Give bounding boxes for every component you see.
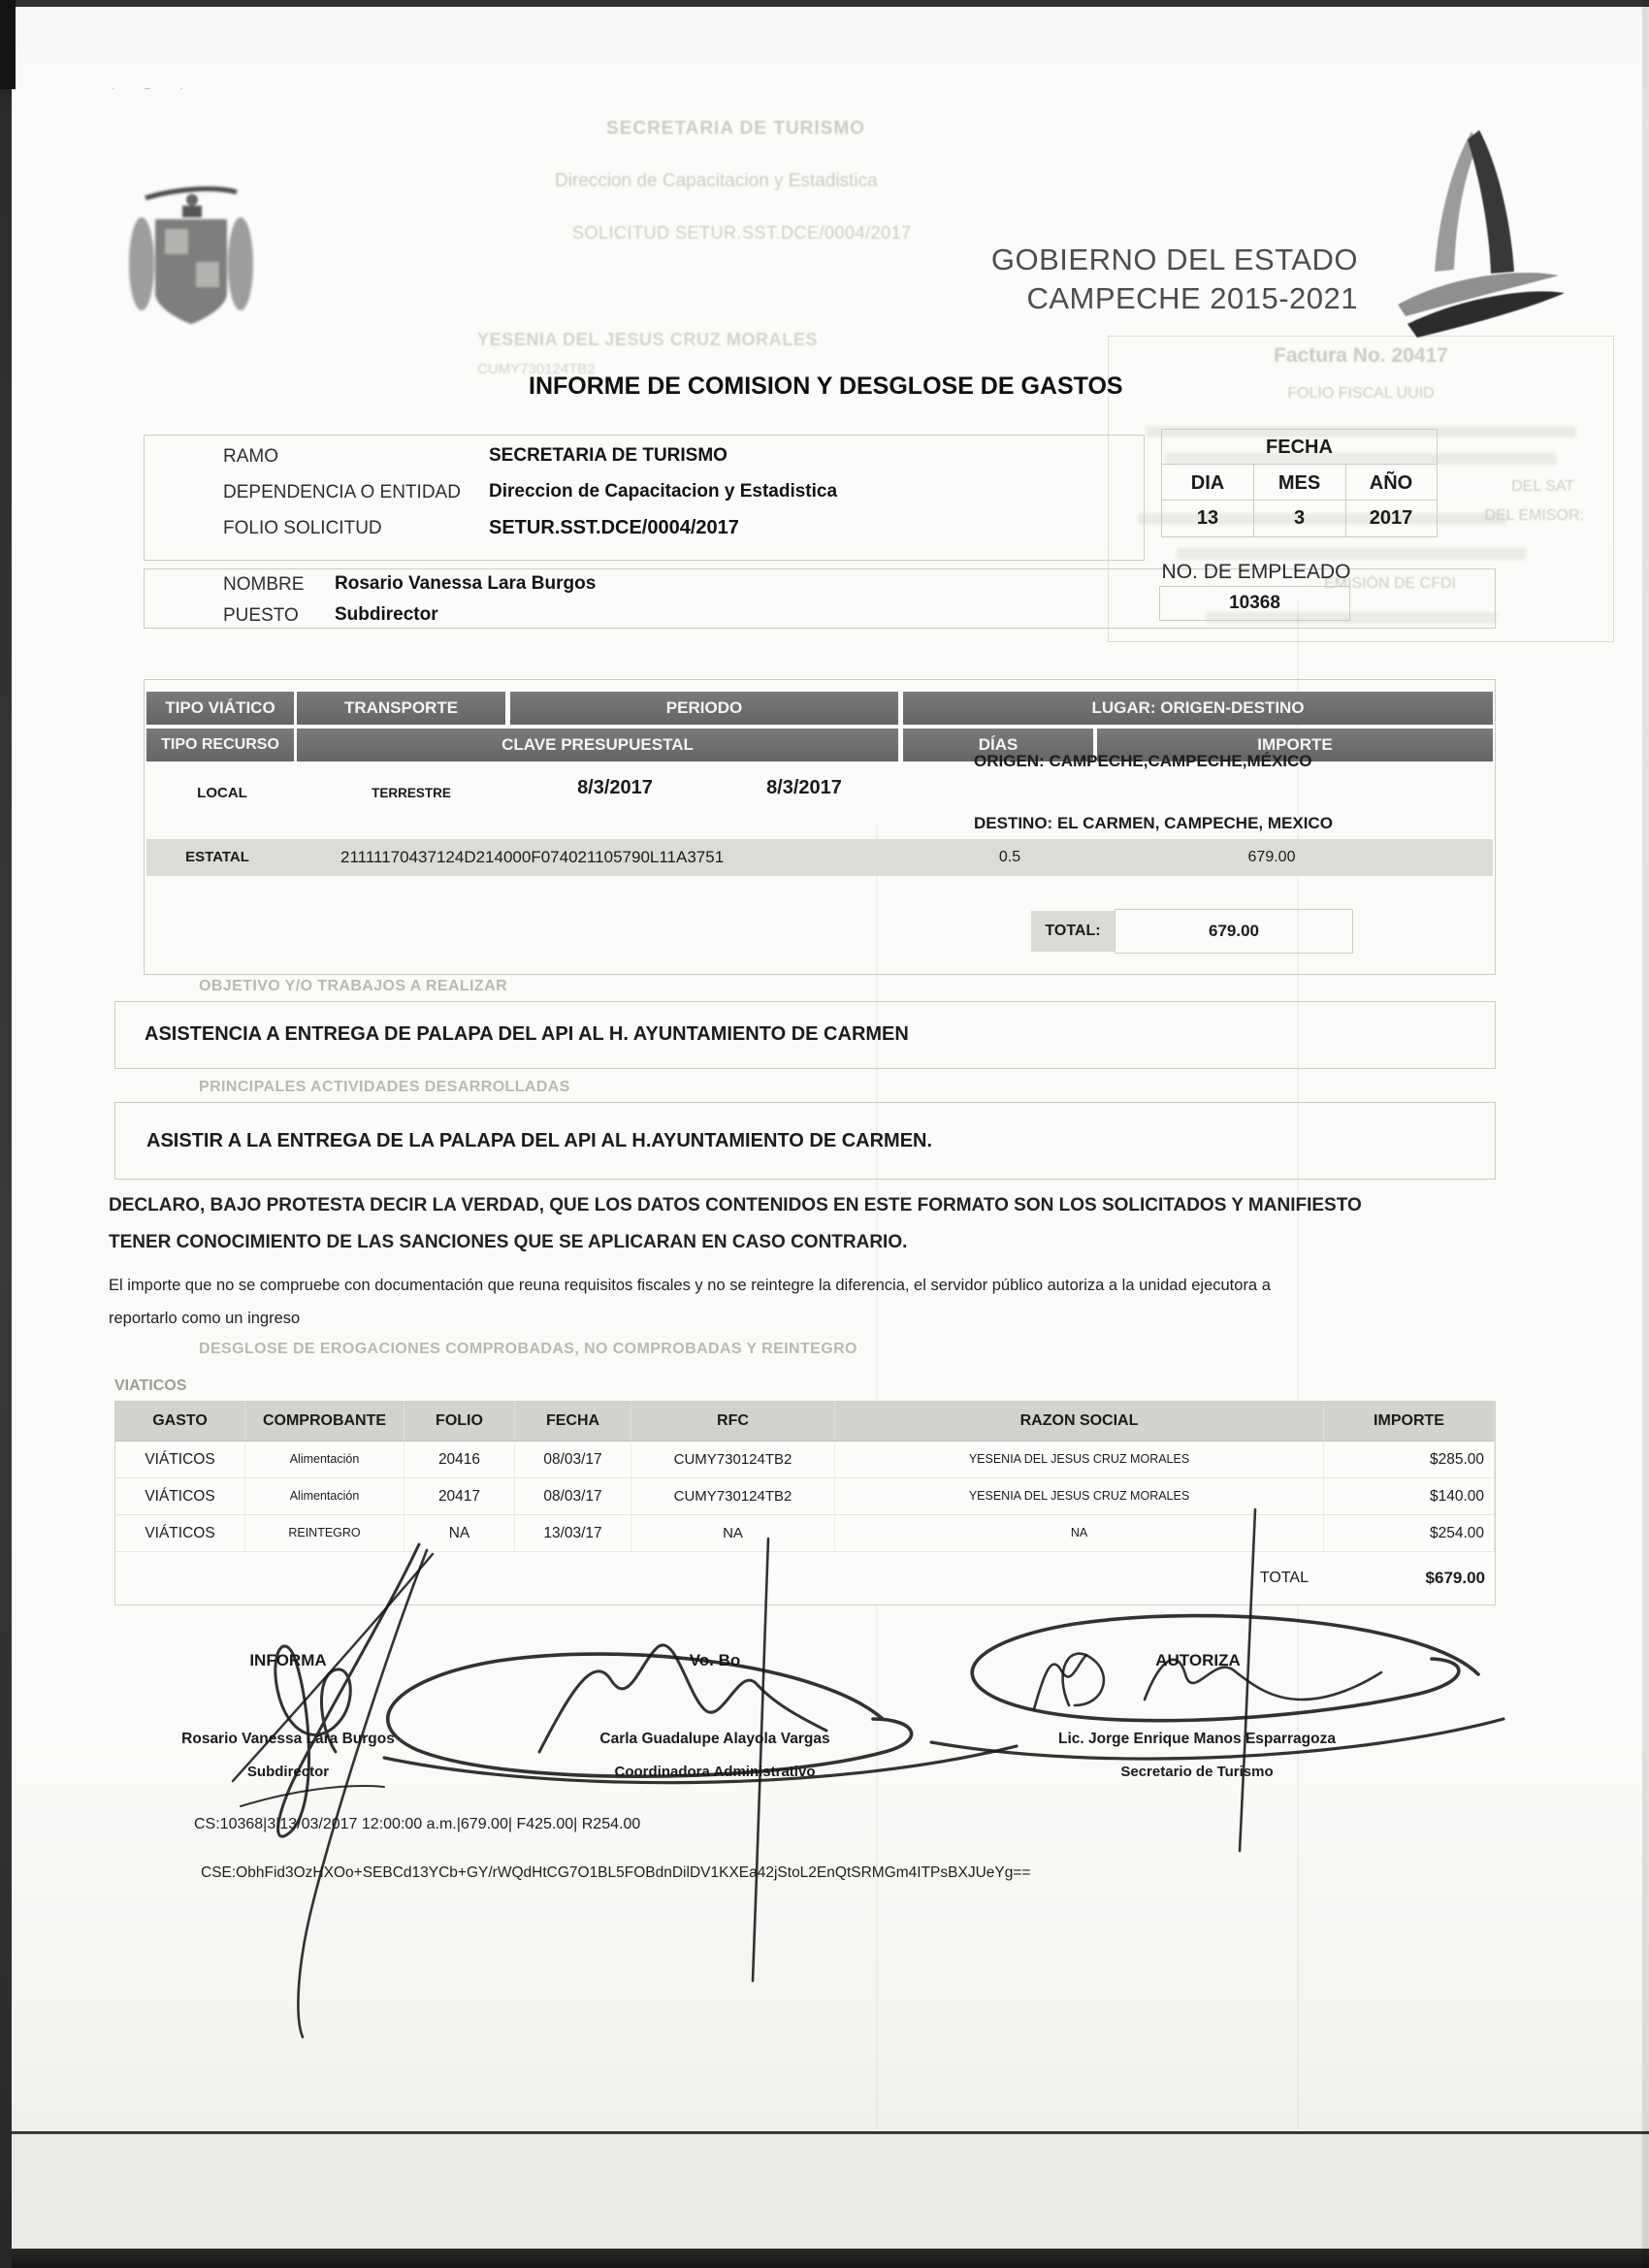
- firma-rol-autoriza: AUTORIZA: [1155, 1651, 1241, 1669]
- nombre-label: NOMBRE: [223, 574, 305, 595]
- importe-value: 679.00: [1247, 849, 1296, 865]
- cse-line: CSE:ObhFid3OzHXOo+SEBCd13YCb+GY/rWQdHtCG7O1BL5FOBdnDilDV1KXEa42jStoL2EnQtSRMGm4ITPsBXJUeYg==: [201, 1864, 1031, 1881]
- folio-solicitud-label: FOLIO SOLICITUD: [223, 518, 382, 538]
- gobierno-line2: CAMPECHE 2015-2021: [1026, 281, 1358, 315]
- table-row-cell: Alimentación: [245, 1478, 404, 1515]
- comision-table: [144, 679, 1496, 975]
- table-total-spacer: [631, 1552, 835, 1604]
- origen-value: ORIGEN: CAMPECHE,CAMPECHE,MÉXICO: [974, 752, 1312, 770]
- ghost-del-sat: DEL SAT: [1511, 478, 1574, 495]
- ramo-value: SECRETARIA DE TURISMO: [489, 445, 728, 466]
- declaracion-line2: TENER CONOCIMIENTO DE LAS SANCIONES QUE SE APLICARAN EN CASO CONTRARIO.: [109, 1232, 908, 1252]
- ghost-folio-fiscal: FOLIO FISCAL UUID: [1287, 385, 1435, 402]
- desglose-header-comprobante: COMPROBANTE: [245, 1402, 404, 1442]
- nombre-value: Rosario Vanessa Lara Burgos: [335, 573, 597, 594]
- table-row-cell: $254.00: [1324, 1515, 1495, 1552]
- objetivo-value: ASISTENCIA A ENTREGA DE PALAPA DEL API AL H. AYUNTAMIENTO DE CARMEN: [145, 1023, 909, 1045]
- ghost-text-solicitud: SOLICITUD SETUR.SST.DCE/0004/2017: [572, 223, 912, 243]
- coat-of-arms-emblem: [124, 186, 260, 332]
- clave-presupuestal-value: 21111170437124D214000F074021105790L11A3751: [340, 848, 725, 866]
- table-row-cell: CUMY730124TB2: [631, 1478, 835, 1515]
- firma-rol-informa: INFORMA: [249, 1651, 327, 1669]
- tipo-recurso-value: ESTATAL: [185, 849, 249, 865]
- firma-cargo-informa: Subdirector: [246, 1764, 330, 1780]
- viaticos-seccion-label: VIATICOS: [114, 1377, 187, 1394]
- desglose-total-value: $679.00: [1425, 1569, 1485, 1587]
- table-row-cell: $140.00: [1324, 1478, 1495, 1515]
- mes-value: 3: [1293, 507, 1306, 529]
- objetivo-label: OBJETIVO Y/O TRABAJOS A REALIZAR: [199, 978, 508, 994]
- dia-value: 13: [1196, 507, 1219, 529]
- campeche-government-logo: [1382, 124, 1571, 352]
- firma-cargo-autoriza: Secretario de Turismo: [1120, 1764, 1274, 1780]
- ghost-bar: [1177, 548, 1526, 560]
- table-row-cell: 20417: [404, 1478, 515, 1515]
- firma-nombre-vobo: Carla Guadalupe Alayola Vargas: [599, 1731, 830, 1747]
- table-row-cell: 08/03/17: [515, 1442, 631, 1478]
- desglose-header-gasto: GASTO: [115, 1402, 245, 1442]
- gobierno-line1: GOBIERNO DEL ESTADO: [990, 243, 1358, 276]
- dependencia-label: DEPENDENCIA O ENTIDAD: [223, 482, 461, 502]
- ghost-factura-number: Factura No. 20417: [1274, 344, 1448, 367]
- ghost-text-yesenia: YESENIA DEL JESUS CRUZ MORALES: [477, 330, 819, 349]
- desglose-header-fecha: FECHA: [515, 1402, 631, 1442]
- header-lugar-origen-destino: LUGAR: ORIGEN-DESTINO: [903, 692, 1493, 725]
- scan-corner-block: [0, 0, 16, 89]
- table-row-cell: VIÁTICOS: [115, 1478, 245, 1515]
- table-total-spacer: [404, 1552, 515, 1604]
- signature-informa: [233, 1544, 433, 2037]
- empleado-label: NO. DE EMPLEADO: [1161, 561, 1351, 583]
- table-row-cell: REINTEGRO: [245, 1515, 404, 1552]
- ghost-del-emisor: DEL EMISOR:: [1484, 507, 1584, 524]
- fecha-divider: [1162, 500, 1437, 501]
- header-periodo: PERIODO: [510, 692, 898, 725]
- desglose-header-razon: RAZON SOCIAL: [835, 1402, 1324, 1442]
- header-tipo-viatico: TIPO VIÁTICO: [146, 692, 294, 725]
- actividades-label: PRINCIPALES ACTIVIDADES DESARROLLADAS: [199, 1079, 570, 1095]
- table-total-spacer: [245, 1552, 404, 1604]
- government-header-text: [970, 243, 1358, 316]
- table-row-cell: CUMY730124TB2: [631, 1442, 835, 1478]
- header-transporte: TRANSPORTE: [297, 692, 505, 725]
- actividades-value: ASISTIR A LA ENTREGA DE LA PALAPA DEL API AL H.AYUNTAMIENTO DE CARMEN.: [146, 1130, 933, 1151]
- cs-line: CS:10368|3|13/03/2017 12:00:00 a.m.|679.00| F425.00| R254.00: [194, 1816, 641, 1832]
- desglose-total-label: TOTAL: [1259, 1570, 1309, 1586]
- table-row-cell: 13/03/17: [515, 1515, 631, 1552]
- firma-rol-vobo: Vo. Bo: [689, 1651, 741, 1669]
- table-row-cell: YESENIA DEL JESUS CRUZ MORALES: [835, 1442, 1324, 1478]
- desglose-label: DESGLOSE DE EROGACIONES COMPROBADAS, NO COMPROBADAS Y REINTEGRO: [199, 1341, 857, 1357]
- folio-solicitud-value: SETUR.SST.DCE/0004/2017: [489, 517, 739, 538]
- table-row-cell: 08/03/17: [515, 1478, 631, 1515]
- anio-label: AÑO: [1369, 472, 1413, 494]
- tipo-viatico-value: LOCAL: [197, 785, 247, 801]
- objetivo-box: [114, 1001, 1496, 1069]
- fecha-box: [1161, 429, 1438, 537]
- estatal-row: [146, 839, 1493, 876]
- ghost-text-secretaria: SECRETARIA DE TURISMO: [606, 118, 865, 139]
- ghost-text-rfc: CUMY730124TB2: [477, 361, 596, 377]
- header-tipo-recurso: TIPO RECURSO: [146, 729, 294, 761]
- total-value-box: 679.00: [1115, 909, 1353, 954]
- table-row-cell: Alimentación: [245, 1442, 404, 1478]
- fecha-title: FECHA: [1266, 437, 1333, 458]
- desglose-header-folio: FOLIO: [404, 1402, 515, 1442]
- header-dias: DÍAS: [903, 729, 1093, 761]
- scan-speck-marks: · – ·: [112, 83, 197, 94]
- mes-label: MES: [1277, 472, 1321, 494]
- scan-right-shade: [1642, 0, 1649, 2268]
- firma-nombre-autoriza: Lic. Jorge Enrique Manos Esparragoza: [1058, 1731, 1336, 1747]
- table-row-cell: VIÁTICOS: [115, 1442, 245, 1478]
- desglose-header-rfc: RFC: [631, 1402, 835, 1442]
- scanner-bottom-strip: [0, 2249, 1649, 2268]
- scan-top-edge: [0, 0, 1649, 7]
- table-row-cell: NA: [835, 1515, 1324, 1552]
- header-importe: IMPORTE: [1097, 729, 1493, 761]
- nota-line2: reportarlo como un ingreso: [109, 1310, 301, 1327]
- table-total-spacer: [515, 1552, 631, 1604]
- scanner-bed-area: [0, 2134, 1649, 2249]
- header-clave-presupuestal: CLAVE PRESUPUESTAL: [297, 729, 898, 761]
- total-label-cell: TOTAL:: [1031, 911, 1115, 952]
- firma-nombre-informa: Rosario Vanessa Lara Burgos: [181, 1731, 395, 1747]
- table-row-cell: NA: [404, 1515, 515, 1552]
- puesto-value: Subdirector: [335, 604, 438, 625]
- table-row-cell: YESENIA DEL JESUS CRUZ MORALES: [835, 1478, 1324, 1515]
- dependencia-value: Direccion de Capacitacion y Estadistica: [489, 481, 838, 502]
- table-row-cell: VIÁTICOS: [115, 1515, 245, 1552]
- declaracion-line1: DECLARO, BAJO PROTESTA DECIR LA VERDAD, QUE LOS DATOS CONTENIDOS EN ESTE FORMATO SON LOS SOLICITADOS Y MANIFIESTO: [109, 1195, 1362, 1215]
- destino-value: DESTINO: EL CARMEN, CAMPECHE, MEXICO: [974, 814, 1333, 832]
- puesto-label: PUESTO: [223, 605, 299, 626]
- dia-label: DIA: [1190, 472, 1225, 494]
- actividades-box: [114, 1102, 1496, 1180]
- anio-value: 2017: [1369, 507, 1413, 529]
- empleado-value-box: 10368: [1159, 586, 1350, 621]
- scan-left-edge: [0, 0, 12, 2268]
- table-row-cell: $285.00: [1324, 1442, 1495, 1478]
- ramo-label: RAMO: [223, 446, 278, 467]
- desglose-table: [114, 1401, 1496, 1605]
- document-title: INFORME DE COMISION Y DESGLOSE DE GASTOS: [529, 373, 1123, 400]
- nota-line1: El importe que no se compruebe con documentación que reuna requisitos fiscales y no se reintegre la diferencia, el servidor público autoriza a la unidad ejecutora a: [109, 1277, 1271, 1294]
- table-row-cell: NA: [631, 1515, 835, 1552]
- dias-value: 0.5: [998, 849, 1021, 865]
- firma-cargo-vobo: Coordinadora Administrativo: [614, 1764, 816, 1780]
- periodo-fin-value: 8/3/2017: [766, 777, 842, 798]
- desglose-header-importe: IMPORTE: [1324, 1402, 1495, 1442]
- table-total-spacer: [115, 1552, 245, 1604]
- ghost-text-direccion: Direccion de Capacitacion y Estadistica: [555, 171, 878, 191]
- ghost-emision-cfdi: EMISIÓN DE CFDI: [1323, 575, 1456, 592]
- table-row-cell: 20416: [404, 1442, 515, 1478]
- transporte-value: TERRESTRE: [372, 786, 451, 800]
- periodo-inicio-value: 8/3/2017: [577, 777, 653, 798]
- fecha-divider: [1162, 464, 1437, 465]
